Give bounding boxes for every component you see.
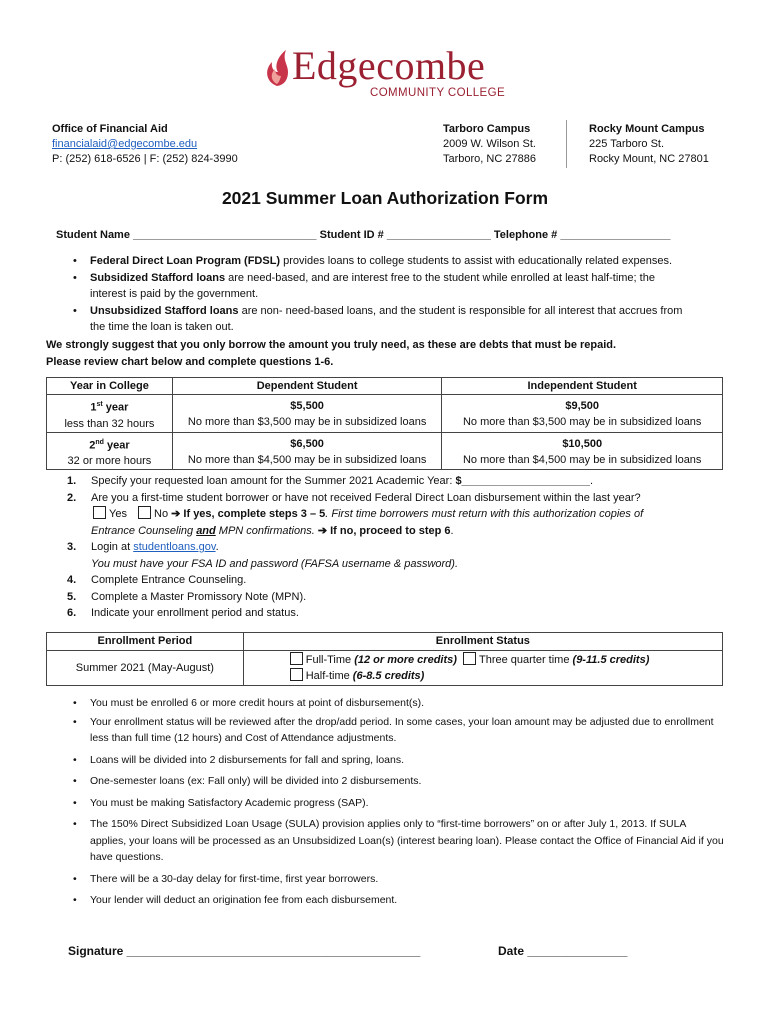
tarboro-address: 2009 W. Wilson St. (443, 138, 536, 150)
step-4: 4. Complete Entrance Counseling. (67, 574, 247, 586)
rocky-city: Rocky Mount, NC 27801 (589, 153, 709, 165)
office-title: Office of Financial Aid (52, 123, 168, 135)
notes-list (64, 695, 724, 909)
logo-wordmark: Edgecombe (292, 43, 486, 88)
signature-field[interactable]: Signature ____________________________________________ (68, 944, 421, 958)
no-checkbox[interactable] (138, 506, 151, 519)
list-item: • Loans will be divided into 2 disbursements for fall and spring, loans. (64, 752, 724, 769)
rocky-title: Rocky Mount Campus (589, 123, 705, 135)
yes-checkbox[interactable] (93, 506, 106, 519)
step-2: 2. Are you a first-time student borrower or have not received Federal Direct Loan disbursement within the last year? Yes No ➔ If yes, complete steps 3 – 5. First time borrowers must return with this authorization copies of Entrance Counseling and MPN confirmations. ➔ If no, proceed to step 6. (67, 491, 644, 537)
tarboro-city: Tarboro, NC 27886 (443, 153, 536, 165)
logo-subtitle: COMMUNITY COLLEGE (370, 87, 506, 99)
tarboro-title: Tarboro Campus (443, 123, 531, 135)
list-item: • Your enrollment status will be reviewed after the drop/add period. In some cases, your loan amount may be adjusted due to enrollment less than full time (12 hours) and Cost of Attendance adjustments. (64, 714, 724, 747)
list-item: • You must be enrolled 6 or more credit hours at point of disbursement(s). (64, 695, 724, 712)
list-item: • One-semester loans (ex: Fall only) will be divided into 2 disbursements. (64, 773, 724, 790)
enrollment-table (46, 632, 723, 686)
list-item: • Unsubsidized Stafford loans are non- need-based loans, and the student is responsible for all interest that accrues from the time the loan is taken out. (64, 303, 694, 336)
rocky-contact (589, 122, 709, 167)
table-row: 2nd year 32 or more hours $6,500 No more than $4,500 may be in subsidized loans $10,500 No more than $4,500 may be in subsidized loans (47, 432, 723, 470)
borrow-advice: We strongly suggest that you only borrow the amount you truly need, as these are debts that must be repaid. Please review chart below and complete questions 1-6. (46, 339, 617, 368)
table-header-row: Enrollment Period Enrollment Status (47, 633, 723, 651)
list-item: • You must be making Satisfactory Academic progress (SAP). (64, 795, 724, 812)
step-3: 3. Login at studentloans.gov. You must have your FSA ID and password (FAFSA username & password). (67, 541, 459, 570)
step-6: 6. Indicate your enrollment period and status. (67, 607, 299, 619)
loan-amount-field[interactable]: $_____________________ (455, 475, 591, 487)
telephone-field[interactable]: Telephone # __________________ (493, 229, 671, 241)
office-contact (52, 122, 238, 167)
tarboro-contact (443, 122, 536, 167)
studentloans-link[interactable]: studentloans.gov (133, 541, 216, 553)
three-quarter-checkbox[interactable] (463, 652, 476, 665)
loan-limits-table (46, 377, 723, 470)
office-email-link[interactable]: financialaid@edgecombe.edu (52, 138, 198, 150)
college-logo (262, 43, 512, 106)
date-field[interactable]: Date _______________ (498, 944, 628, 958)
table-row: 1st year less than 32 hours $5,500 No more than $3,500 may be in subsidized loans $9,500 No more than $3,500 may be in subsidized loans (47, 395, 723, 433)
student-name-field[interactable]: Student Name ______________________________ (56, 229, 317, 241)
student-id-field[interactable]: Student ID # _________________ (319, 229, 491, 241)
office-phone: P: (252) 618-6526 | F: (252) 824-3990 (52, 153, 238, 165)
step-5: 5. Complete a Master Promissory Note (MPN). (67, 590, 307, 603)
list-item: • Your lender will deduct an origination fee from each disbursement. (64, 892, 724, 909)
campus-divider (566, 120, 567, 168)
step-1: 1. Specify your requested loan amount for the Summer 2021 Academic Year: $_____________________. (67, 475, 594, 487)
table-header-row: Year in College Dependent Student Independent Student (47, 378, 723, 395)
list-item: • Subsidized Stafford loans are need-based, and are interest free to the student while enrolled at least half-time; the interest is paid by the government. (64, 270, 694, 303)
table-row: Summer 2021 (May-August) Full-Time (12 or more credits) Three quarter time (9-11.5 credits) Half-time (6-8.5 credits) (47, 651, 723, 686)
list-item: • Federal Direct Loan Program (FDSL) provides loans to college students to assist with educationally related expenses. (64, 253, 694, 270)
loan-types-list (64, 253, 694, 336)
steps-list (67, 473, 727, 622)
list-item: • The 150% Direct Subsidized Loan Usage (SULA) provision applies only to “first-time borrowers” on or after July 1, 2013. If SULA applies, your loans will be processed as an Unsubsidized Loan(s) (interest bearing loan). Please contact the Office of Financial Aid if you have questions. (64, 816, 724, 866)
student-info-line (56, 229, 670, 241)
flame-icon (262, 48, 292, 88)
rocky-address: 225 Tarboro St. (589, 138, 665, 150)
half-time-checkbox[interactable] (290, 668, 303, 681)
list-item: • There will be a 30-day delay for first-time, first year borrowers. (64, 871, 724, 888)
enrollment-period: Summer 2021 (May-August) (47, 651, 244, 686)
full-time-checkbox[interactable] (290, 652, 303, 665)
form-title: 2021 Summer Loan Authorization Form (221, 188, 549, 208)
